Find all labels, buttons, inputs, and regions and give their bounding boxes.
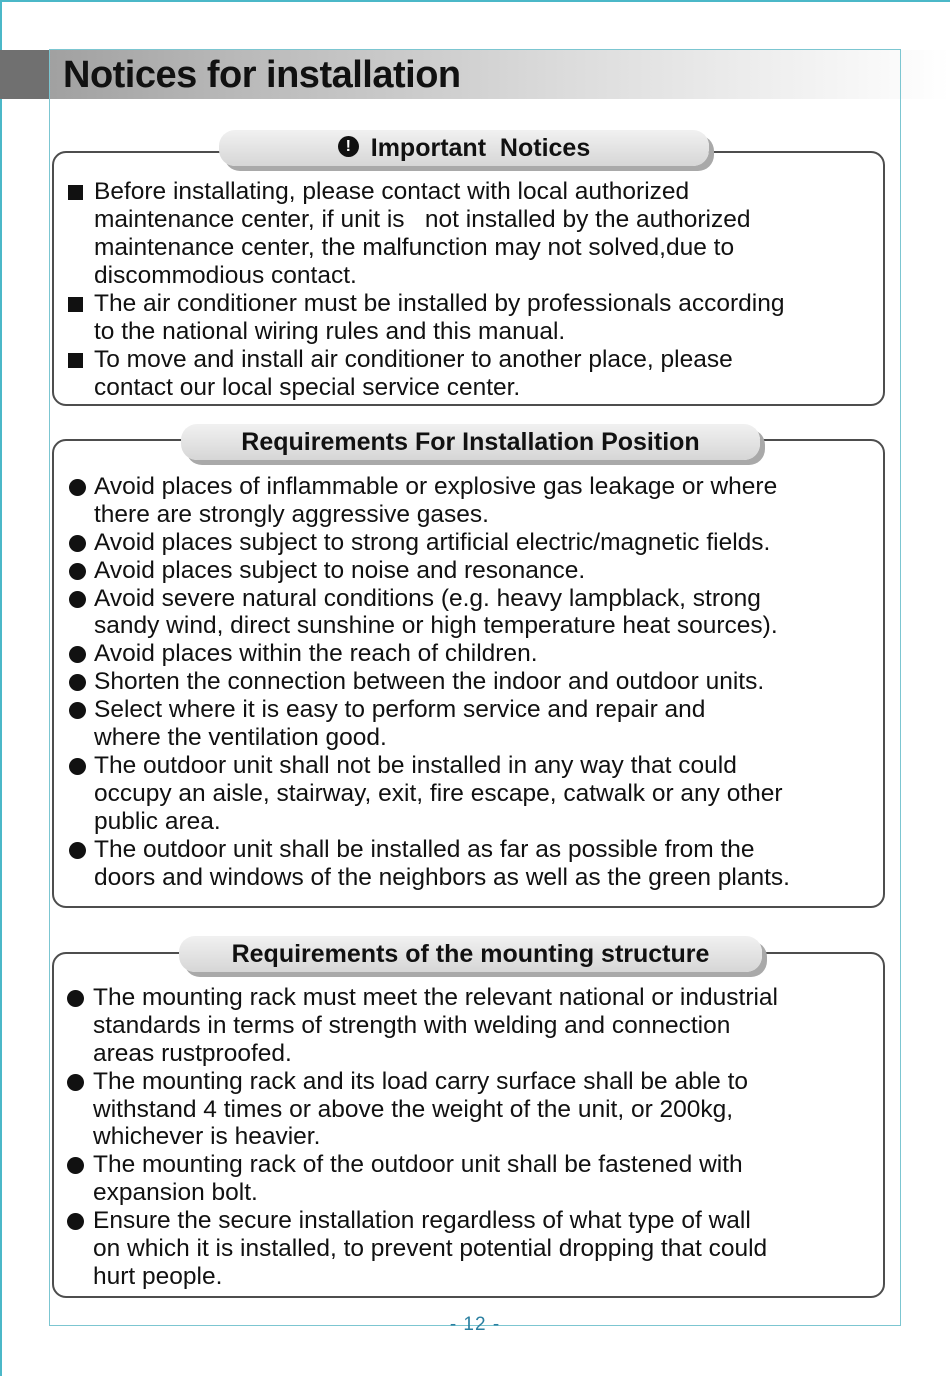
list-item-line: Avoid places of inflammable or explosive gas leakage or where [94, 473, 778, 500]
list-item [54, 178, 883, 290]
page-frame-left [0, 0, 2, 1376]
installation-position-box [52, 439, 885, 908]
title-band-accent [0, 50, 49, 99]
square-bullet-icon [68, 185, 83, 200]
list-item [54, 1068, 883, 1152]
round-bullet-icon [69, 646, 86, 663]
list-item-line: doors and windows of the neighbors as well as the green plants. [94, 863, 790, 891]
list-item [54, 557, 883, 585]
list-item [54, 346, 883, 402]
list-item-line: whichever is heavier. [93, 1123, 321, 1151]
list-item-line: to the national wiring rules and this manual. [94, 318, 566, 345]
list-item-line: on which it is installed, to prevent potential dropping that could [93, 1235, 768, 1263]
list-item-line: To move and install air conditioner to another place, please [94, 346, 733, 373]
important-notices-title: Important Notices [370, 133, 591, 162]
list-item-line: there are strongly aggressive gases. [94, 500, 489, 528]
round-bullet-icon [67, 1157, 84, 1174]
list-item-line: Shorten the connection between the indoor and outdoor units. [94, 668, 765, 696]
important-notices-box [52, 151, 885, 406]
list-item-line: Avoid places within the reach of children. [94, 640, 538, 668]
list-item [54, 1151, 883, 1207]
mounting-structure-header [179, 936, 762, 972]
list-item-line: maintenance center, if unit is not installed by the authorized [94, 206, 751, 233]
list-item [54, 529, 883, 557]
list-item [54, 585, 883, 641]
list-item-line: public area. [94, 807, 221, 835]
round-bullet-icon [69, 479, 86, 496]
list-item [54, 668, 883, 696]
mounting-structure-title: Requirements of the mounting structure [231, 939, 710, 968]
round-bullet-icon [69, 591, 86, 608]
important-notices-header [219, 130, 709, 166]
round-bullet-icon [69, 535, 86, 552]
list-item-line: The outdoor unit shall be installed as far as possible from the [94, 835, 755, 863]
mounting-structure-box [52, 952, 885, 1298]
list-item-line: hurt people. [93, 1262, 223, 1290]
list-item-line: occupy an aisle, stairway, exit, fire escape, catwalk or any other [94, 779, 783, 807]
list-item-line: discommodious contact. [94, 262, 357, 289]
installation-position-header [181, 424, 760, 460]
square-bullet-icon [68, 353, 83, 368]
list-item [54, 1207, 883, 1291]
list-item-line: The mounting rack and its load carry surface shall be able to [93, 1067, 749, 1095]
round-bullet-icon [69, 702, 86, 719]
list-item-line: areas rustproofed. [93, 1039, 292, 1067]
round-bullet-icon [69, 842, 86, 859]
list-item-line: contact our local special service center. [94, 374, 521, 401]
page-title: Notices for installation [63, 54, 461, 96]
list-item-line: Ensure the secure installation regardless of what type of wall [93, 1207, 751, 1235]
list-item [54, 696, 883, 752]
list-item-line: The mounting rack of the outdoor unit shall be fastened with [93, 1151, 743, 1179]
list-item-line: sandy wind, direct sunshine or high temperature heat sources). [94, 612, 778, 640]
list-item [54, 290, 883, 346]
list-item-line: The outdoor unit shall not be installed in any way that could [94, 752, 737, 779]
list-item-line: Before installating, please contact with local authorized [94, 178, 690, 205]
round-bullet-icon [67, 1213, 84, 1230]
round-bullet-icon [69, 674, 86, 691]
list-item-line: Avoid places subject to noise and resonance. [94, 556, 586, 584]
exclamation-circle-icon: ! [338, 136, 359, 157]
page-frame-top [0, 0, 950, 2]
list-item-line: Avoid severe natural conditions (e.g. heavy lampblack, strong [94, 584, 761, 612]
round-bullet-icon [69, 563, 86, 580]
list-item [54, 752, 883, 836]
list-item-line: maintenance center, the malfunction may not solved,due to [94, 234, 735, 261]
list-item-line: The mounting rack must meet the relevant national or industrial [93, 984, 778, 1011]
list-item-line: The air conditioner must be installed by professionals according [94, 290, 785, 317]
installation-position-title: Requirements For Installation Position [241, 427, 700, 456]
list-item-line: Avoid places subject to strong artificial electric/magnetic fields. [94, 528, 771, 556]
round-bullet-icon [69, 758, 86, 775]
round-bullet-icon [67, 1074, 84, 1091]
page-number: - 12 - [449, 1314, 501, 1335]
list-item [54, 984, 883, 1068]
list-item [54, 473, 883, 529]
list-item-line: standards in terms of strength with welding and connection [93, 1011, 731, 1039]
list-item [54, 836, 883, 892]
list-item-line: withstand 4 times or above the weight of the unit, or 200kg, [93, 1095, 734, 1123]
list-item-line: Select where it is easy to perform service and repair and [94, 696, 706, 724]
list-item-line: expansion bolt. [93, 1179, 258, 1207]
list-item-line: where the ventilation good. [94, 724, 387, 752]
list-item [54, 640, 883, 668]
square-bullet-icon [68, 297, 83, 312]
round-bullet-icon [67, 990, 84, 1007]
